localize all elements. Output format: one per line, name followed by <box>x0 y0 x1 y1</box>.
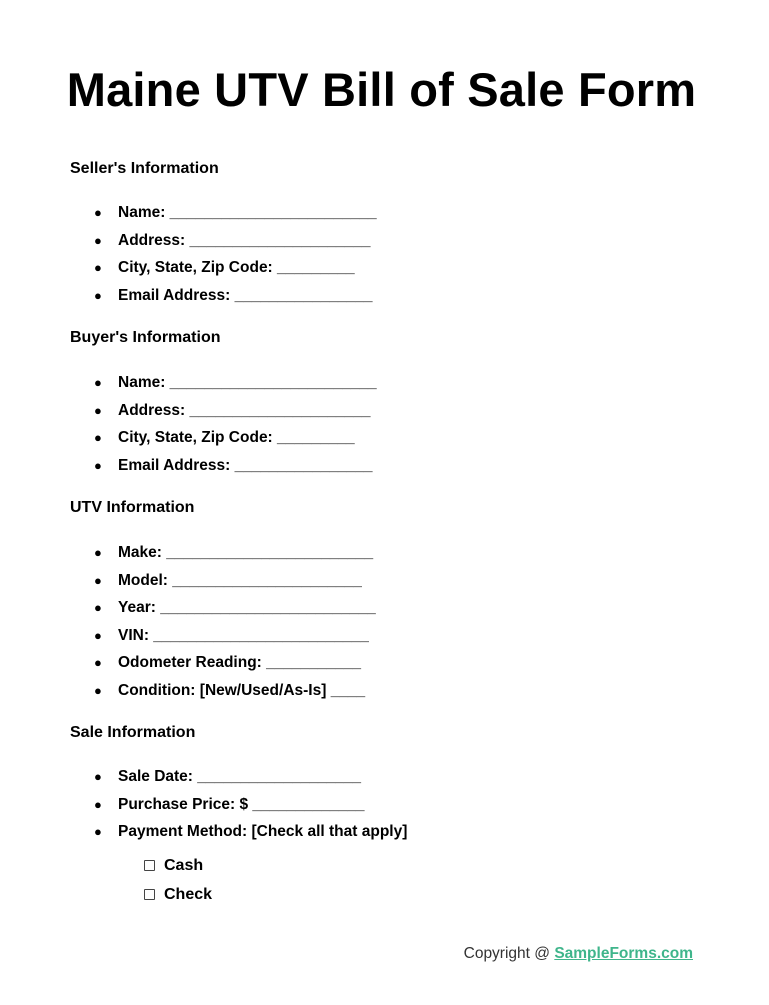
bullet-icon: ● <box>94 260 102 275</box>
bullet-icon: ● <box>94 824 102 839</box>
brand-link[interactable]: SampleForms.com <box>554 945 693 962</box>
section-heading-seller: Seller's Information <box>70 160 219 177</box>
bullet-icon: ● <box>94 287 102 303</box>
bullet-icon: ● <box>94 430 102 445</box>
seller-city-state-zip-field: ● City, State, Zip Code: _________ <box>94 259 355 276</box>
utv-vin-field: ● VIN: _________________________ <box>94 626 369 644</box>
seller-fields-list <box>0 203 377 313</box>
checkbox-icon[interactable] <box>144 860 155 871</box>
payment-options <box>144 851 212 909</box>
buyer-fields-list <box>0 373 377 483</box>
payment-option-cash[interactable] <box>144 851 212 880</box>
bullet-icon: ● <box>94 600 102 615</box>
purchase-price-field: ● Purchase Price: $ _____________ <box>94 795 365 813</box>
payment-method-field: ● Payment Method: [Check all that apply] <box>94 823 408 840</box>
bullet-icon: ● <box>94 402 102 418</box>
section-heading-utv: UTV Information <box>70 499 195 516</box>
utv-condition-field: ● Condition: [New/Used/As-Is] ____ <box>94 681 366 699</box>
bullet-icon: ● <box>94 205 102 220</box>
checkbox-icon[interactable] <box>144 889 155 900</box>
utv-year-field: ● Year: _________________________ <box>94 599 376 616</box>
copyright-prefix: Copyright @ <box>463 945 555 962</box>
buyer-email-field: ● Email Address: ________________ <box>94 456 373 474</box>
bullet-icon: ● <box>94 796 102 812</box>
buyer-city-state-zip-field: ● City, State, Zip Code: _________ <box>94 429 355 446</box>
bullet-icon: ● <box>94 769 102 784</box>
section-heading-sale: Sale Information <box>70 724 196 741</box>
seller-name-field: ● Name: ________________________ <box>94 204 377 221</box>
bullet-icon: ● <box>94 232 102 248</box>
bullet-icon: ● <box>94 457 102 473</box>
utv-odometer-field: ● Odometer Reading: ___________ <box>94 654 361 671</box>
bullet-icon: ● <box>94 682 102 698</box>
bullet-icon: ● <box>94 655 102 670</box>
seller-address-field: ● Address: _____________________ <box>94 231 371 249</box>
sale-date-field: ● Sale Date: ___________________ <box>94 768 362 785</box>
buyer-address-field: ● Address: _____________________ <box>94 401 371 419</box>
payment-option-check[interactable] <box>144 880 212 909</box>
payment-option-label: Check <box>164 885 213 903</box>
utv-make-field: ● Make: ________________________ <box>94 544 374 561</box>
buyer-name-field: ● Name: ________________________ <box>94 374 377 391</box>
bullet-icon: ● <box>94 627 102 643</box>
section-heading-buyer: Buyer's Information <box>70 329 221 346</box>
utv-fields-list <box>0 543 376 708</box>
bullet-icon: ● <box>94 572 102 588</box>
seller-email-field: ● Email Address: ________________ <box>94 286 373 304</box>
sale-fields-list <box>0 767 407 850</box>
page-title: Maine UTV Bill of Sale Form <box>66 63 697 116</box>
payment-option-label: Cash <box>164 856 204 874</box>
copyright-footer <box>464 945 693 963</box>
bullet-icon: ● <box>94 375 102 390</box>
utv-model-field: ● Model: ______________________ <box>94 571 362 589</box>
bullet-icon: ● <box>94 545 102 560</box>
